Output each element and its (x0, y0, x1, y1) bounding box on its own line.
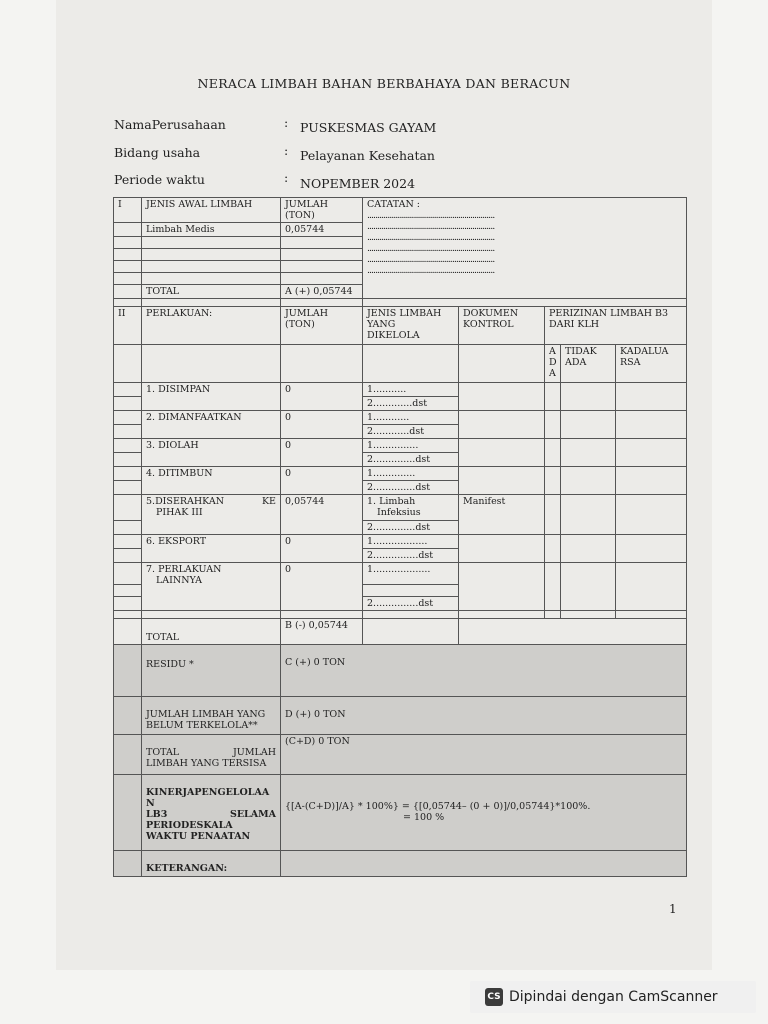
kinerja-row (114, 775, 687, 851)
label-line: BELUM TERKELOLA** (146, 720, 258, 731)
company-label: NamaPerusahaan (114, 117, 226, 132)
spacer-row (114, 611, 687, 619)
treatment-label (142, 495, 281, 535)
keterangan-row (114, 851, 687, 877)
section1-header-row (114, 198, 687, 223)
treatment-label (142, 563, 281, 611)
jumlah-header (281, 307, 363, 345)
label-line: PERIODESKALA (146, 820, 233, 831)
jumlah-unit: (TON) (285, 210, 315, 221)
treatment-amount: 0 (281, 563, 363, 611)
treatment-label: 3. DIOLAH (142, 439, 281, 467)
kadaluarsa-line: KADALUA (620, 346, 669, 357)
jumlah-label: JUMLAH (285, 199, 328, 210)
waste-line-1 (363, 495, 459, 521)
section2-header-row (114, 307, 687, 345)
section1-total-value: A (+) 0,05744 (281, 285, 363, 299)
total-tersisa-row (114, 735, 687, 775)
label-line: PIHAK III (156, 507, 203, 518)
spacer-row (114, 299, 687, 307)
waste-line: 1. Limbah (367, 496, 416, 507)
label-line: LIMBAH YANG TERSISA (146, 758, 267, 769)
treatment-label: 2. DIMANFAATKAN (142, 411, 281, 439)
treatment-row (114, 411, 687, 425)
field-colon: : (284, 143, 289, 158)
section2-total-value: B (-) 0,05744 (281, 619, 363, 645)
waste-line-2: 2...............dst (363, 549, 459, 563)
section2-subheader-row (114, 345, 687, 383)
period-colon: : (284, 170, 289, 185)
label-part: LB3 (146, 809, 168, 820)
belum-terkelola-row (114, 697, 687, 735)
label-line: 7. PERLAKUAN (146, 564, 222, 575)
dokumen-line: DOKUMEN (463, 308, 519, 319)
treatment-amount: 0 (281, 467, 363, 495)
treatment-label: 1. DISIMPAN (142, 383, 281, 411)
label-part: KE (261, 496, 276, 507)
camscanner-text: Dipindai dengan CamScanner (509, 989, 718, 1005)
catatan-line: ............................................................... (367, 254, 495, 265)
label-line (146, 496, 276, 507)
waste-line-1: 1............... (363, 439, 459, 453)
company-value: PUSKESMAS GAYAM (300, 120, 437, 135)
waste-line-1: 1.............. (363, 467, 459, 481)
camscanner-watermark (470, 981, 756, 1013)
kadaluarsa-header (616, 345, 687, 383)
treatment-row (114, 383, 687, 397)
label-line: KINERJAPENGELOLAA (146, 787, 270, 798)
section1-number: I (114, 198, 142, 223)
waste-line-1: 1................... (363, 563, 459, 585)
period-label: Periode waktu (114, 172, 205, 187)
treatment-label: 6. EKSPORT (142, 535, 281, 563)
section1-jenis-header: JENIS AWAL LIMBAH (142, 198, 281, 223)
treatment-row (114, 495, 687, 521)
jenis-line: YANG (367, 319, 396, 330)
catatan-line: ............................................................... (367, 210, 495, 221)
tersisa-label (142, 735, 281, 775)
waste-line-2: 2.............dst (363, 397, 459, 411)
label-part: SELAMA (229, 809, 276, 820)
treatment-amount: 0 (281, 535, 363, 563)
tersisa-value: (C+D) 0 TON (281, 735, 687, 775)
section2-total-row (114, 619, 687, 645)
ada-letter: D (549, 357, 557, 368)
kinerja-result: = 100 % (403, 812, 445, 823)
belum-label (142, 697, 281, 735)
residu-label: RESIDU * (142, 645, 281, 697)
dokumen-header (459, 307, 545, 345)
dokumen-line: KONTROL (463, 319, 514, 330)
treatment-row (114, 535, 687, 549)
waste-line-2: 2..............dst (363, 481, 459, 495)
treatment-row (114, 439, 687, 453)
waste-line-2: 2..............dst (363, 521, 459, 535)
jenis-line: DIKELOLA (367, 330, 420, 341)
waste-balance-table (113, 197, 687, 877)
jumlah-unit: (TON) (285, 319, 315, 330)
field-value: Pelayanan Kesehatan (300, 148, 435, 163)
kinerja-label (142, 775, 281, 851)
jenis-header (363, 307, 459, 345)
camscanner-logo-icon: CS (485, 988, 503, 1006)
control-document: Manifest (459, 495, 545, 535)
keterangan-label: KETERANGAN: (142, 851, 281, 877)
ada-letter: A (549, 346, 556, 357)
ada-header (545, 345, 561, 383)
perlakuan-header: PERLAKUAN: (142, 307, 281, 345)
section2-total-label: TOTAL (142, 619, 281, 645)
waste-line-1: 1........... (363, 383, 459, 397)
section1-total-label: TOTAL (142, 285, 281, 299)
waste-line-2: 2...............dst (363, 597, 459, 611)
catatan-line: ............................................................... (367, 243, 495, 254)
label-line (146, 747, 276, 758)
catatan-line: ............................................................... (367, 265, 495, 276)
catatan-label: CATATAN : (367, 199, 420, 210)
treatment-amount: 0,05744 (281, 495, 363, 535)
period-value: NOPEMBER 2024 (300, 176, 416, 191)
company-colon: : (284, 115, 289, 130)
catatan-line: ............................................................... (367, 221, 495, 232)
label-line: JUMLAH LIMBAH YANG (146, 709, 266, 720)
label-line (146, 809, 276, 820)
waste-line-1: 1............ (363, 411, 459, 425)
perizinan-line: PERIZINAN LIMBAH B3 (549, 308, 669, 319)
tidak-ada-header (561, 345, 616, 383)
jenis-line: JENIS LIMBAH (367, 308, 442, 319)
tidak-line: ADA (565, 357, 587, 368)
perizinan-header (545, 307, 687, 345)
document-title: NERACA LIMBAH BAHAN BERBAHAYA DAN BERACUN (197, 76, 571, 91)
catatan-cell (363, 198, 687, 299)
treatment-row (114, 467, 687, 481)
kinerja-formula-cell (281, 775, 687, 851)
treatment-amount: 0 (281, 411, 363, 439)
kinerja-formula: {[A-(C+D)]/A} * 100%} = {[0,05744– (0 + 0)]/0,05744}*100%. (285, 801, 591, 812)
page-number: 1 (669, 902, 677, 916)
waste-line: Infeksius (377, 507, 421, 518)
label-line: N (146, 798, 155, 809)
kadaluarsa-line: RSA (620, 357, 641, 368)
waste-line-1: 1.................. (363, 535, 459, 549)
treatment-amount: 0 (281, 439, 363, 467)
perizinan-line: DARI KLH (549, 319, 600, 330)
catatan-line: ............................................................... (367, 232, 495, 243)
label-line: WAKTU PENAATAN (146, 831, 251, 842)
waste-line-2: 2............dst (363, 425, 459, 439)
residu-row (114, 645, 687, 697)
treatment-row (114, 563, 687, 585)
waste-line-2: 2..............dst (363, 453, 459, 467)
label-part: JUMLAH (233, 747, 276, 758)
treatment-label: 4. DITIMBUN (142, 467, 281, 495)
jumlah-label: JUMLAH (285, 308, 328, 319)
waste-amount: 0,05744 (281, 223, 363, 237)
section2-number: II (114, 307, 142, 345)
belum-value: D (+) 0 TON (281, 697, 687, 735)
treatment-amount: 0 (281, 383, 363, 411)
label-part: 5.DISERAHKAN (146, 496, 225, 507)
residu-value: C (+) 0 TON (281, 645, 687, 697)
waste-type: Limbah Medis (142, 223, 281, 237)
label-part: TOTAL (146, 747, 180, 758)
field-label: Bidang usaha (114, 145, 201, 160)
tidak-line: TIDAK (565, 346, 597, 357)
label-line: LAINNYA (156, 575, 202, 586)
ada-letter: A (549, 368, 556, 379)
section1-jumlah-header (281, 198, 363, 223)
